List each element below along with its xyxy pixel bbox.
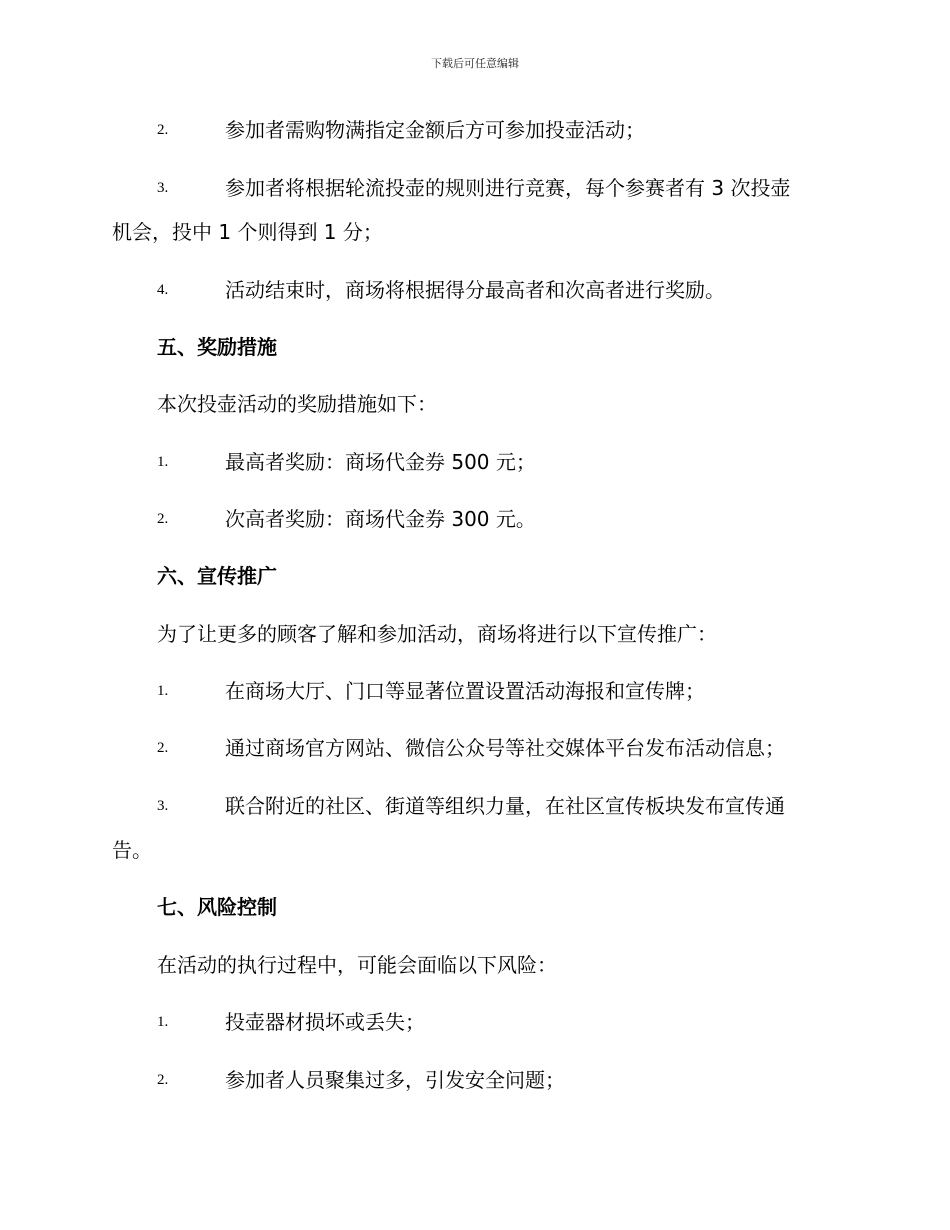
list-item-text: 投壶器材损坏或丢失；	[225, 1010, 425, 1034]
list-item-text: 参加者将根据轮流投壶的规则进行竞赛，每个参赛者有 3 次投壶	[225, 176, 791, 200]
list-item-text: 最高者奖励：商场代金券 500 元；	[225, 450, 536, 474]
list-item-continuation: 告。	[112, 838, 152, 862]
list-number: 2.	[157, 1072, 169, 1088]
list-item-text: 通过商场官方网站、微信公众号等社交媒体平台发布活动信息；	[225, 736, 785, 760]
list-item-continuation: 机会，投中 1 个则得到 1 分；	[112, 220, 383, 244]
list-item-text: 参加者人员聚集过多，引发安全问题；	[225, 1068, 565, 1092]
section-heading: 七、风险控制	[157, 895, 277, 919]
paragraph: 本次投壶活动的奖励措施如下：	[157, 392, 437, 416]
list-item-text: 次高者奖励：商场代金券 300 元。	[225, 507, 536, 531]
list-number: 4.	[157, 282, 169, 298]
paragraph: 为了让更多的顾客了解和参加活动，商场将进行以下宣传推广：	[157, 622, 717, 646]
section-heading: 五、奖励措施	[157, 335, 277, 359]
list-number: 2.	[157, 511, 169, 527]
list-item-text: 在商场大厅、门口等显著位置设置活动海报和宣传牌；	[225, 679, 705, 703]
list-number: 1.	[157, 454, 169, 470]
section-heading: 六、宣传推广	[157, 564, 277, 588]
list-number: 1.	[157, 683, 169, 699]
list-number: 2.	[157, 122, 169, 138]
list-item-text: 参加者需购物满指定金额后方可参加投壶活动；	[225, 118, 645, 142]
list-number: 2.	[157, 740, 169, 756]
list-number: 3.	[157, 180, 169, 196]
paragraph: 在活动的执行过程中，可能会面临以下风险：	[157, 953, 557, 977]
page-header-note: 下载后可任意编辑	[431, 57, 519, 70]
list-number: 3.	[157, 798, 169, 814]
list-number: 1.	[157, 1014, 169, 1030]
list-item-text: 联合附近的社区、街道等组织力量，在社区宣传板块发布宣传通	[225, 794, 785, 818]
list-item-text: 活动结束时，商场将根据得分最高者和次高者进行奖励。	[225, 278, 725, 302]
